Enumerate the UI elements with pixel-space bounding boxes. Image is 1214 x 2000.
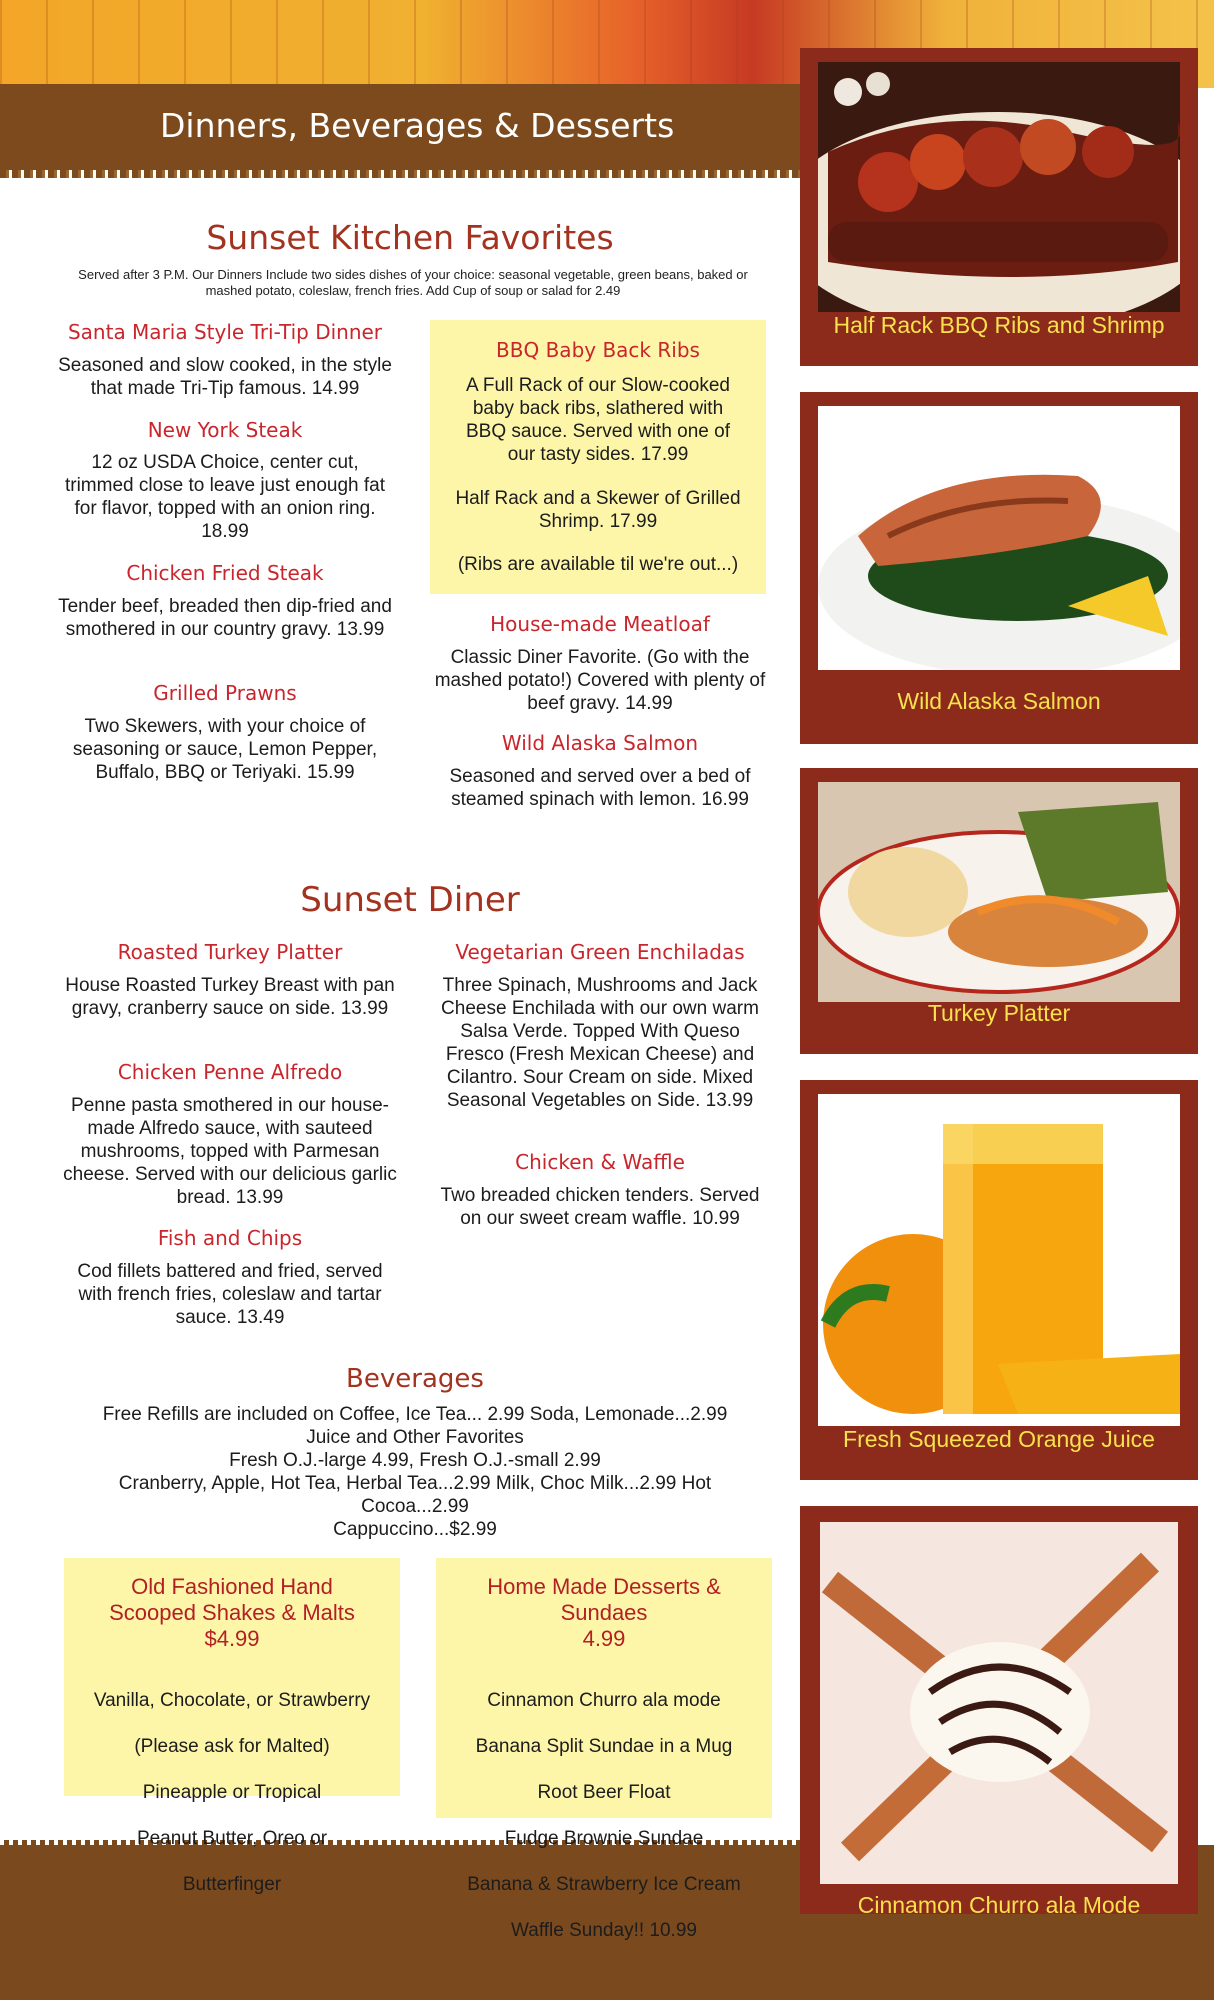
menu-item-name: Wild Alaska Salmon — [501, 731, 699, 755]
menu-item-desc: House Roasted Turkey Breast with pan gravy, cranberry sauce on side. 13.99 — [65, 975, 395, 1019]
menu-item-desc: Classic Diner Favorite. (Go with the mashed potato!) Covered with plenty of beef gravy. 14.99 — [434, 647, 766, 714]
menu-item-name: Fish and Chips — [157, 1226, 303, 1250]
menu-item-name: House-made Meatloaf — [490, 612, 710, 636]
beverage-line: Cocoa...2.99 — [361, 1496, 469, 1517]
photo-card-salmon — [800, 392, 1198, 744]
beverages-title: Beverages — [346, 1364, 484, 1394]
photo-card-turkey — [800, 768, 1198, 1054]
menu-item-name: Chicken Fried Steak — [126, 561, 324, 585]
list-item: Root Beer Float — [537, 1782, 671, 1803]
menu-item-desc: A Full Rack of our Slow-cooked baby back ribs, slathered with BBQ sauce. Served with one of our tasty sides. 17.99 — [465, 375, 731, 465]
list-item: Peanut Butter, Oreo or — [136, 1828, 328, 1849]
photo-caption: Wild Alaska Salmon — [897, 688, 1101, 714]
menu-item-desc: Two breaded chicken tenders. Served on our sweet cream waffle. 10.99 — [440, 1185, 760, 1229]
menu-item-name: Roasted Turkey Platter — [117, 940, 343, 964]
menu-item-desc: Half Rack and a Skewer of Grilled Shrimp. 17.99 — [455, 488, 741, 532]
list-item: Banana & Strawberry Ice Cream — [467, 1874, 741, 1895]
menu-item-desc: Seasoned and served over a bed of steamed spinach with lemon. 16.99 — [449, 766, 751, 810]
menu-item-name: BBQ Baby Back Ribs — [496, 338, 700, 362]
beverage-line: Free Refills are included on Coffee, Ice Tea... 2.99 Soda, Lemonade...2.99 — [102, 1404, 728, 1425]
photo-caption: Half Rack BBQ Ribs and Shrimp — [833, 312, 1165, 338]
menu-item-desc: Tender beef, breaded then dip-fried and smothered in our country gravy. 13.99 — [58, 596, 392, 640]
list-item: Butterfinger — [182, 1874, 282, 1895]
shakes-list — [64, 1666, 400, 1919]
list-item: Pineapple or Tropical — [142, 1782, 322, 1803]
desserts-title: Home Made Desserts & Sundaes 4.99 — [487, 1574, 721, 1651]
shakes-box — [64, 1558, 400, 1895]
desserts-box — [436, 1558, 772, 1941]
list-item: Waffle Sunday!! 10.99 — [511, 1920, 697, 1941]
menu-item-name: Chicken & Waffle — [515, 1150, 685, 1174]
menu-item-name: New York Steak — [147, 418, 303, 442]
list-item: (Please ask for Malted) — [134, 1736, 330, 1757]
menu-item-name: Santa Maria Style Tri-Tip Dinner — [67, 320, 383, 344]
turkey-platter-photo — [818, 782, 1180, 1002]
beverages-list — [60, 1403, 770, 1541]
menu-item-desc: 12 oz USDA Choice, center cut, trimmed close to leave just enough fat for flavor, topped with an onion ring. 18.99 — [64, 452, 385, 542]
title-bar-edge — [0, 170, 800, 178]
menu-item-note: (Ribs are available til we're out...) — [457, 554, 739, 575]
menu-item-desc: Seasoned and slow cooked, in the style that made Tri-Tip famous. 14.99 — [58, 355, 392, 399]
ribs-shrimp-photo — [818, 62, 1180, 312]
photo-card-ribs — [800, 48, 1198, 366]
list-item: Banana Split Sundae in a Mug — [475, 1736, 733, 1757]
menu-item-name: Grilled Prawns — [153, 681, 297, 705]
list-item: Fudge Brownie Sundae — [504, 1828, 704, 1849]
churro-photo — [820, 1522, 1178, 1884]
menu-item-desc: Three Spinach, Mushrooms and Jack Cheese Enchilada with our own warm Salsa Verde. Topped With Queso Fresco (Fresh Mexican Cheese) and Cilantro. Sour Cream on side. Mixed Seasonal Vegetables on Side. 13.99 — [441, 975, 759, 1111]
beverage-line: Juice and Other Favorites — [306, 1427, 524, 1448]
menu-item-desc: Penne pasta smothered in our house-made Alfredo sauce, with sauteed mushrooms, topped with Parmesan cheese. Served with our delicious garlic bread. 13.99 — [63, 1095, 397, 1208]
orange-juice-photo — [818, 1094, 1180, 1426]
menu-item-desc: Cod fillets battered and fried, served with french fries, coleslaw and tartar sauce. 13.49 — [77, 1261, 383, 1328]
desserts-list — [436, 1666, 772, 1965]
ribs-box — [430, 320, 766, 594]
favorites-title: Sunset Kitchen Favorites — [206, 218, 614, 257]
photo-caption: Turkey Platter — [927, 1000, 1071, 1026]
beverage-line: Fresh O.J.-large 4.99, Fresh O.J.-small 2.99 — [229, 1450, 601, 1471]
salmon-photo — [818, 406, 1180, 670]
photo-card-churro — [800, 1506, 1198, 1918]
list-item: Vanilla, Chocolate, or Strawberry — [93, 1690, 371, 1711]
favorites-intro: Served after 3 P.M. Our Dinners Include two sides dishes of your choice: seasonal vegetable, green beans, baked or mashed potato, coleslaw, french fries. Add Cup of soup or salad for 2.49 — [78, 267, 748, 298]
menu-item-name: Vegetarian Green Enchiladas — [455, 940, 745, 964]
menu-item-desc: Two Skewers, with your choice of seasoning or sauce, Lemon Pepper, Buffalo, BBQ or Teriyaki. 15.99 — [72, 716, 378, 783]
photo-card-orange-juice — [800, 1080, 1198, 1480]
beverage-line: Cranberry, Apple, Hot Tea, Herbal Tea...2.99 Milk, Choc Milk...2.99 Hot — [118, 1473, 712, 1494]
photo-caption: Fresh Squeezed Orange Juice — [843, 1426, 1155, 1452]
photo-caption: Cinnamon Churro ala Mode — [857, 1892, 1141, 1918]
beverage-line: Cappuccino...$2.99 — [333, 1519, 497, 1540]
diner-title: Sunset Diner — [300, 880, 520, 920]
menu-item-name: Chicken Penne Alfredo — [117, 1060, 343, 1084]
shakes-title: Old Fashioned Hand Scooped Shakes & Malts $4.99 — [109, 1574, 355, 1651]
page-title: Dinners, Beverages & Desserts — [160, 106, 675, 145]
list-item: Cinnamon Churro ala mode — [487, 1690, 721, 1711]
